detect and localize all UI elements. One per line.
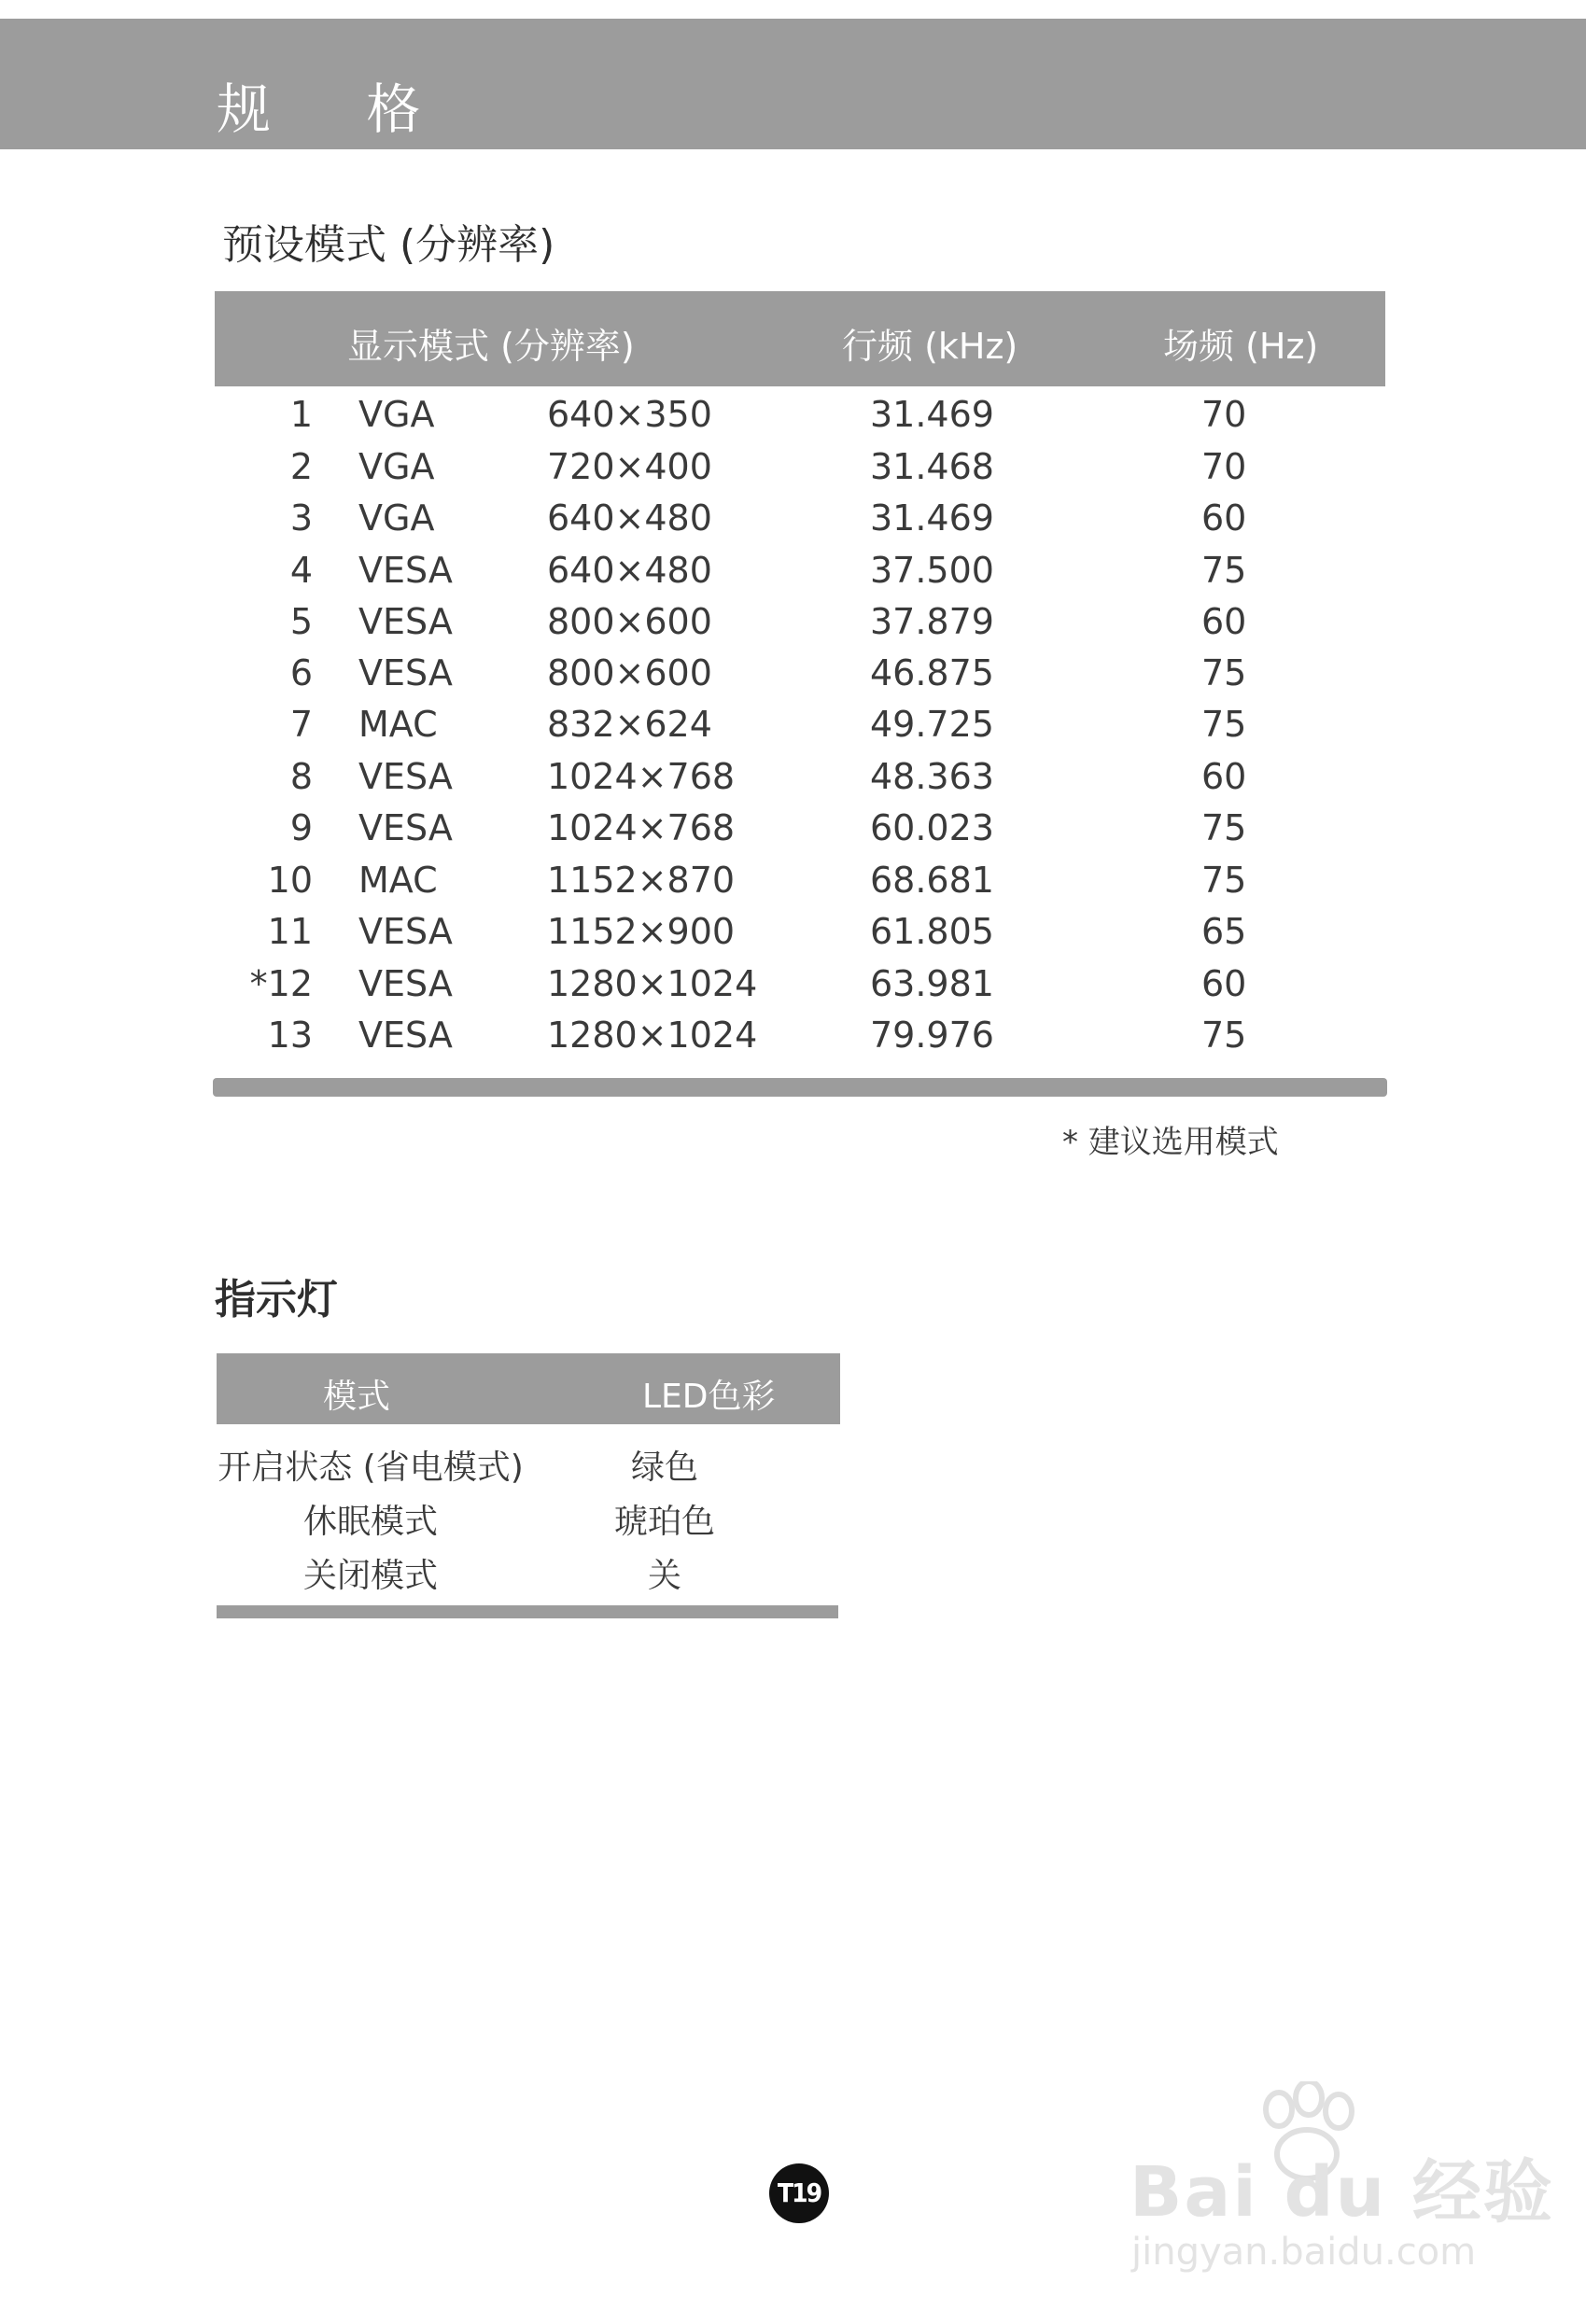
row-number: 13 <box>267 1015 313 1056</box>
row-standard: VGA <box>358 446 435 487</box>
row-standard: MAC <box>358 704 438 745</box>
row-h-freq: 31.468 <box>870 446 994 487</box>
column-header-led-color: LED色彩 <box>642 1378 776 1416</box>
table-bottom-rule <box>217 1605 838 1618</box>
row-v-freq: 60 <box>1201 756 1247 797</box>
row-resolution: 1024×768 <box>547 756 736 797</box>
page-title: 规 格 <box>217 77 460 141</box>
row-resolution: 720×400 <box>547 446 712 487</box>
row-resolution: 640×480 <box>547 550 712 591</box>
table-row <box>217 1495 840 1546</box>
column-header-h-freq: 行频 (kHz) <box>842 326 1018 367</box>
row-resolution: 1152×870 <box>547 860 736 901</box>
led-table-header <box>217 1353 840 1424</box>
presets-table-header <box>215 291 1385 386</box>
row-standard: VESA <box>358 911 453 952</box>
column-header-mode: 显示模式 (分辨率) <box>347 326 635 367</box>
row-standard: VESA <box>358 807 453 848</box>
watermark-brand: Bai du 经验 <box>1130 2152 1554 2233</box>
row-v-freq: 70 <box>1201 394 1247 435</box>
table-row <box>215 446 1385 497</box>
row-h-freq: 46.875 <box>870 652 994 693</box>
table-row <box>217 1549 840 1600</box>
row-h-freq: 31.469 <box>870 497 994 539</box>
led-mode: 开启状态 (省电模式) <box>218 1449 524 1487</box>
row-resolution: 640×480 <box>547 497 712 539</box>
row-number: *12 <box>249 963 313 1004</box>
table-row <box>215 1015 1385 1065</box>
row-v-freq: 60 <box>1201 963 1247 1004</box>
page-number-badge: T19 <box>769 2163 829 2223</box>
row-v-freq: 60 <box>1201 497 1247 539</box>
led-section-title: 指示灯 <box>215 1276 338 1323</box>
row-standard: VESA <box>358 652 453 693</box>
row-standard: VGA <box>358 394 435 435</box>
row-number: 2 <box>289 446 313 487</box>
row-resolution: 1280×1024 <box>547 1015 758 1056</box>
led-mode: 关闭模式 <box>302 1557 438 1595</box>
row-standard: VESA <box>358 756 453 797</box>
row-h-freq: 60.023 <box>870 807 994 848</box>
table-row <box>215 704 1385 754</box>
table-row <box>215 807 1385 858</box>
row-number: 6 <box>289 652 313 693</box>
column-header-mode: 模式 <box>323 1378 391 1416</box>
row-h-freq: 37.879 <box>870 601 994 642</box>
row-v-freq: 70 <box>1201 446 1247 487</box>
baidu-watermark <box>1120 2081 1554 2287</box>
table-row <box>215 652 1385 703</box>
row-number: 7 <box>289 704 313 745</box>
row-h-freq: 49.725 <box>870 704 994 745</box>
table-row <box>215 911 1385 961</box>
table-bottom-rule <box>213 1078 1387 1097</box>
row-v-freq: 75 <box>1201 860 1247 901</box>
column-header-v-freq: 场频 (Hz) <box>1163 326 1319 367</box>
row-resolution: 832×624 <box>547 704 712 745</box>
table-row <box>215 963 1385 1014</box>
table-row <box>217 1441 840 1491</box>
row-h-freq: 37.500 <box>870 550 994 591</box>
row-v-freq: 75 <box>1201 704 1247 745</box>
row-h-freq: 48.363 <box>870 756 994 797</box>
row-standard: VESA <box>358 1015 453 1056</box>
row-number: 5 <box>289 601 313 642</box>
row-v-freq: 75 <box>1201 652 1247 693</box>
footnote: * 建议选用模式 <box>1062 1124 1279 1161</box>
table-row <box>215 497 1385 548</box>
row-resolution: 800×600 <box>547 652 712 693</box>
watermark-url: jingyan.baidu.com <box>1131 2231 1477 2274</box>
row-number: 1 <box>289 394 313 435</box>
table-row <box>215 860 1385 910</box>
row-standard: VGA <box>358 497 435 539</box>
row-resolution: 1152×900 <box>547 911 736 952</box>
row-number: 10 <box>267 860 313 901</box>
table-row <box>215 394 1385 444</box>
led-color: 琥珀色 <box>613 1503 715 1541</box>
row-number: 4 <box>289 550 313 591</box>
row-number: 3 <box>289 497 313 539</box>
row-resolution: 800×600 <box>547 601 712 642</box>
row-number: 9 <box>289 807 313 848</box>
row-v-freq: 65 <box>1201 911 1247 952</box>
row-v-freq: 75 <box>1201 807 1247 848</box>
row-h-freq: 63.981 <box>870 963 994 1004</box>
led-color: 关 <box>647 1557 681 1595</box>
row-resolution: 1024×768 <box>547 807 736 848</box>
table-row <box>215 601 1385 651</box>
row-resolution: 640×350 <box>547 394 712 435</box>
row-number: 8 <box>289 756 313 797</box>
row-resolution: 1280×1024 <box>547 963 758 1004</box>
row-v-freq: 75 <box>1201 1015 1247 1056</box>
led-color: 绿色 <box>630 1449 698 1487</box>
row-h-freq: 68.681 <box>870 860 994 901</box>
row-h-freq: 79.976 <box>870 1015 994 1056</box>
row-standard: VESA <box>358 601 453 642</box>
row-v-freq: 75 <box>1201 550 1247 591</box>
row-standard: VESA <box>358 550 453 591</box>
led-mode: 休眠模式 <box>302 1503 438 1541</box>
row-standard: MAC <box>358 860 438 901</box>
row-standard: VESA <box>358 963 453 1004</box>
row-h-freq: 61.805 <box>870 911 994 952</box>
table-row <box>215 756 1385 806</box>
row-number: 11 <box>267 911 313 952</box>
presets-section-title: 预设模式 (分辨率) <box>222 221 555 269</box>
row-h-freq: 31.469 <box>870 394 994 435</box>
row-v-freq: 60 <box>1201 601 1247 642</box>
table-row <box>215 550 1385 600</box>
